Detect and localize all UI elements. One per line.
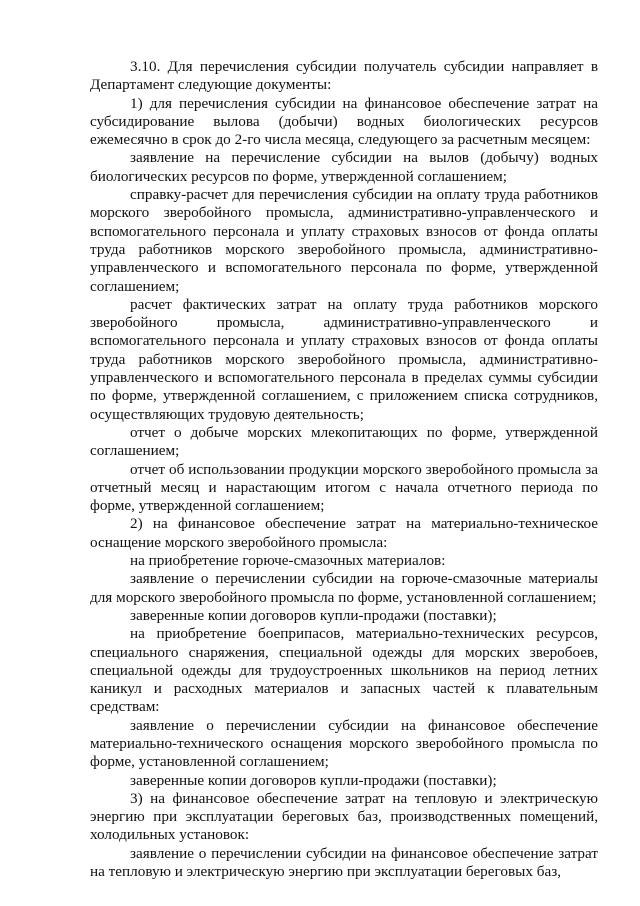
paragraph-actual-costs: расчет фактических затрат на оплату труда работников морского зверобойного промысла, административно-управленческого и вспомогательного персонала и уплату страховых взносов от фонда оплаты труда работников морского зверобойного промысла, административно-управленческого и вспомогательного персонала в пределах суммы субсидии по форме, утвержденной соглашением, с приложением списка сотрудников, осуществляющих трудовую деятельность;: [90, 295, 598, 423]
paragraph-3-10-intro: 3.10. Для перечисления субсидии получатель субсидии направляет в Департамент следующие документы:: [90, 58, 598, 94]
paragraph-contract-copies-2: заверенные копии договоров купли-продажи (поставки);: [130, 771, 497, 789]
document-page: [90, 58, 598, 881]
paragraph-item-3: 3) на финансовое обеспечение затрат на тепловую и электрическую энергию при эксплуатации береговых баз, производственных помещений, холодильных установок:: [90, 789, 598, 844]
paragraph-contract-copies-1: заверенные копии договоров купли-продажи (поставки);: [130, 606, 497, 624]
paragraph-energy-application: заявление о перечислении субсидии на финансовое обеспечение затрат на тепловую и электрическую энергию при эксплуатации береговых баз,: [90, 844, 598, 881]
paragraph-item-1: 1) для перечисления субсидии на финансовое обеспечение затрат на субсидирование вылова (добычи) водных биологических ресурсов ежемесячно в срок до 2-го числа месяца, следующего за расчетным месяцем:: [90, 94, 598, 149]
paragraph-mammal-report: отчет о добыче морских млекопитающих по форме, утвержденной соглашением;: [90, 423, 598, 460]
paragraph-item-2: 2) на финансовое обеспечение затрат на материально-техническое оснащение морского зверобойного промысла:: [90, 515, 598, 551]
paragraph-ammunition-purchase: на приобретение боеприпасов, материально-технических ресурсов, специального снаряжения, специальной одежды для морских зверобоев, специальной одежды для трудоустроенных школьников на период летних каникул и расходных материалов и запасных частей к плавательным средствам:: [90, 625, 598, 716]
paragraph-payroll-statement: справку-расчет для перечисления субсидии на оплату труда работников морского зверобойного промысла, административно-управленческого и вспомогательного персонала и уплату страховых взносов от фонда оплаты труда работников морского зверобойного промысла, административно-управленческого и вспомогательного персонала по форме, утвержденной соглашением;: [90, 186, 598, 295]
paragraph-fuel-purchase: на приобретение горюче-смазочных материалов:: [130, 552, 446, 570]
paragraph-equipment-application: заявление о перечислении субсидии на финансовое обеспечение материально-технического оснащения морского зверобойного промысла по форме, установленной соглашением;: [90, 716, 598, 771]
paragraph-products-report: отчет об использовании продукции морского зверобойного промысла за отчетный месяц и нарастающим итогом с начала отчетного периода по форме, утвержденной соглашением;: [90, 460, 598, 515]
paragraph-catch-application: заявление на перечисление субсидии на вылов (добычу) водных биологических ресурсов по форме, утвержденной соглашением;: [90, 149, 598, 185]
paragraph-fuel-application: заявление о перечислении субсидии на горюче-смазочные материалы для морского зверобойного промысла по форме, установленной соглашением;: [90, 570, 598, 606]
